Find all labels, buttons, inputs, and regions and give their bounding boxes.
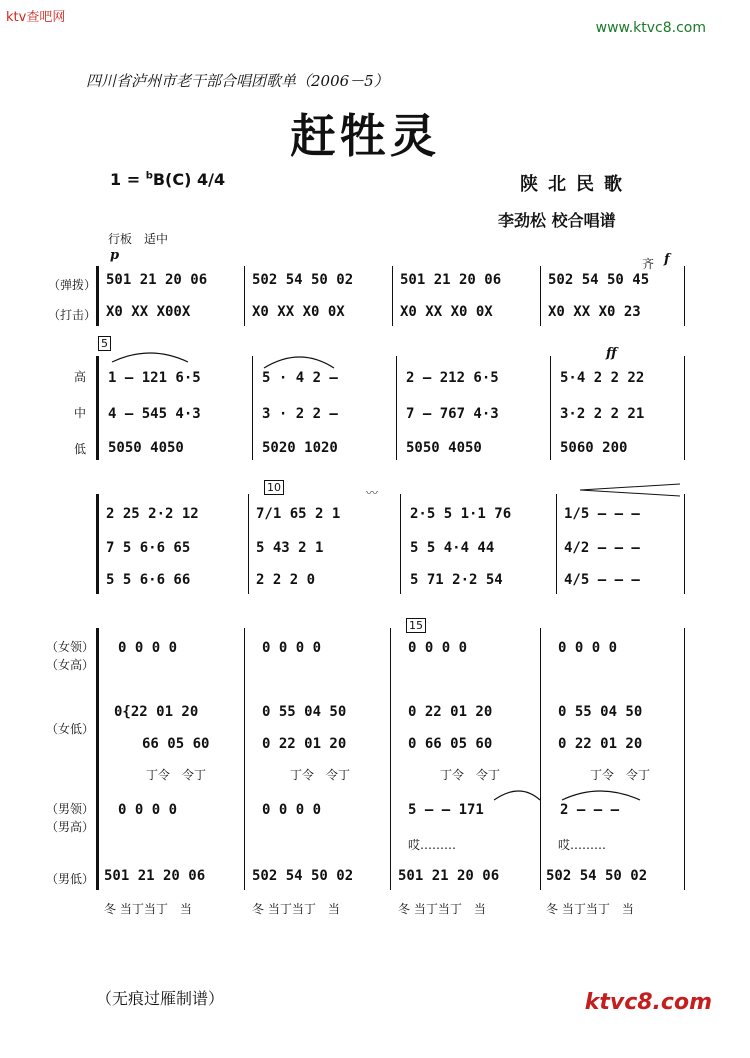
label-gao: 高 xyxy=(74,370,87,384)
zhong-measure-9: 7 5 6·6 65 xyxy=(106,540,191,556)
gao-measure-12: 1/5 — — — xyxy=(564,506,640,522)
nan-top-measure-15: 5 — — 171 xyxy=(408,802,484,818)
nandi-lyric-16: 冬 当丁当丁 当 xyxy=(546,902,634,916)
zhong-measure-11: 5 5 4·4 44 xyxy=(410,540,495,556)
label-nandi: （男低） xyxy=(46,872,95,886)
watermark-right[interactable]: www.ktvc8.com xyxy=(595,20,706,36)
key-prefix: 1 = xyxy=(110,170,146,189)
barline xyxy=(684,494,685,594)
di-measure-2: 5020 1020 xyxy=(262,440,338,456)
daji-measure-1: X0 XX X00X xyxy=(106,304,191,320)
tanbo-measure-4: 502 54 50 45 xyxy=(548,272,650,288)
di-measure-3: 5050 4050 xyxy=(406,440,482,456)
label-nvling: （女领） xyxy=(46,640,95,654)
zhong-measure-10: 5 43 2 1 xyxy=(256,540,324,556)
dynamic-ff: ff xyxy=(606,346,617,361)
mordent-mark: 〰 xyxy=(366,486,379,500)
nvdi-b-measure-16: 0 22 01 20 xyxy=(558,736,643,752)
gao-measure-4: 5·4 2 2 22 xyxy=(560,370,645,386)
daji-measure-2: X0 XX X0 0X xyxy=(252,304,345,320)
nvdi-lyric-15: 丁令 令丁 xyxy=(440,768,501,782)
nvdi-b-measure-13: 66 05 60 xyxy=(142,736,210,752)
genre: 陕北民歌 xyxy=(520,174,632,195)
nvdi-lyric-14: 丁令 令丁 xyxy=(290,768,351,782)
barline xyxy=(400,494,401,594)
tanbo-measure-2: 502 54 50 02 xyxy=(252,272,354,288)
barline xyxy=(684,628,685,890)
nan-lyric-15: 哎……… xyxy=(408,838,457,852)
barline xyxy=(556,494,557,594)
gao-measure-11: 2·5 5 1·1 76 xyxy=(410,506,512,522)
label-nangao: （男高） xyxy=(46,820,95,834)
nv-top-measure-13: 0 0 0 0 xyxy=(118,640,178,656)
zhong-measure-4: 3·2 2 2 21 xyxy=(560,406,645,422)
zhong-measure-2: 3 · 2 2 — xyxy=(262,406,338,422)
nandi-lyric-13: 冬 当丁当丁 当 xyxy=(104,902,192,916)
nv-top-measure-16: 0 0 0 0 xyxy=(558,640,618,656)
zhong-measure-12: 4/2 — — — xyxy=(564,540,640,556)
nandi-measure-15: 501 21 20 06 xyxy=(398,868,500,884)
slur xyxy=(264,357,334,368)
nandi-measure-16: 502 54 50 02 xyxy=(546,868,648,884)
key-flat: b xyxy=(145,170,153,182)
nan-top-measure-16: 2 — — — xyxy=(560,802,620,818)
system3-bracket xyxy=(96,494,99,594)
di-measure-12: 4/5 — — — xyxy=(564,572,640,588)
label-tanbo: （弹拨） xyxy=(48,278,97,292)
daji-measure-3: X0 XX X0 0X xyxy=(400,304,493,320)
barline xyxy=(244,628,245,890)
site-logo[interactable]: ktvc8.com xyxy=(584,990,712,1015)
crescendo-hairpin xyxy=(580,484,680,496)
nvdi-lyric-13: 丁令 令丁 xyxy=(146,768,207,782)
daji-measure-4: X0 XX X0 23 xyxy=(548,304,641,320)
di-measure-9: 5 5 6·6 66 xyxy=(106,572,191,588)
di-measure-4: 5060 200 xyxy=(560,440,628,456)
nan-lyric-16: 哎……… xyxy=(558,838,607,852)
system4-bracket xyxy=(96,628,99,890)
slur xyxy=(562,791,640,800)
nandi-lyric-14: 冬 当丁当丁 当 xyxy=(252,902,340,916)
nvdi-a-measure-15: 0 22 01 20 xyxy=(408,704,493,720)
measure-number-5: 5 xyxy=(98,336,111,351)
di-measure-10: 2 2 2 0 xyxy=(256,572,316,588)
slur xyxy=(112,353,188,362)
barline xyxy=(390,628,391,890)
di-measure-11: 5 71 2·2 54 xyxy=(410,572,503,588)
nvdi-b-measure-14: 0 22 01 20 xyxy=(262,736,347,752)
arranger: 李劲松 校合唱谱 xyxy=(498,211,616,230)
nan-top-measure-14: 0 0 0 0 xyxy=(262,802,322,818)
nandi-lyric-15: 冬 当丁当丁 当 xyxy=(398,902,486,916)
gao-measure-2: 5 · 4 2 — xyxy=(262,370,338,386)
barline xyxy=(248,494,249,594)
slur xyxy=(494,791,540,800)
label-di: 低 xyxy=(74,442,87,456)
label-zhong: 中 xyxy=(74,406,87,420)
gao-measure-9: 2 25 2·2 12 xyxy=(106,506,199,522)
footer-credit: （无痕过雁制谱） xyxy=(96,989,225,1008)
di-measure-1: 5050 4050 xyxy=(108,440,184,456)
tanbo-measure-3: 501 21 20 06 xyxy=(400,272,502,288)
nan-top-measure-13: 0 0 0 0 xyxy=(118,802,178,818)
dynamic-p: p xyxy=(110,248,120,263)
nandi-measure-14: 502 54 50 02 xyxy=(252,868,354,884)
nvdi-a-measure-16: 0 55 04 50 xyxy=(558,704,643,720)
songbook-subtitle: 四川省泸州市老干部合唱团歌单（2006－5） xyxy=(86,72,389,90)
gao-measure-10: 7/1 65 2 1 xyxy=(256,506,341,522)
song-title: 赶牲灵 xyxy=(290,109,440,163)
label-nanling: （男领） xyxy=(46,802,95,816)
watermark-left: ktv查吧网 xyxy=(6,10,66,25)
nv-top-measure-15: 0 0 0 0 xyxy=(408,640,468,656)
nvdi-b-measure-15: 0 66 05 60 xyxy=(408,736,493,752)
nvdi-a-measure-13: 0{22 01 20 xyxy=(114,704,199,720)
label-nvgao: （女高） xyxy=(46,658,95,672)
nv-top-measure-14: 0 0 0 0 xyxy=(262,640,322,656)
label-daji: （打击） xyxy=(48,308,97,322)
tanbo-measure-1: 501 21 20 06 xyxy=(106,272,208,288)
nvdi-lyric-16: 丁令 令丁 xyxy=(590,768,651,782)
zhong-measure-3: 7 — 767 4·3 xyxy=(406,406,499,422)
gao-measure-3: 2 — 212 6·5 xyxy=(406,370,499,386)
gao-measure-1: 1 — 121 6·5 xyxy=(108,370,201,386)
unison-mark: 齐 xyxy=(642,257,655,271)
measure-number-10: 10 xyxy=(264,480,284,495)
zhong-measure-1: 4 — 545 4·3 xyxy=(108,406,201,422)
nvdi-a-measure-14: 0 55 04 50 xyxy=(262,704,347,720)
key-main: B(C) 4/4 xyxy=(152,170,226,189)
nandi-measure-13: 501 21 20 06 xyxy=(104,868,206,884)
measure-number-15: 15 xyxy=(406,618,426,633)
label-nvdi: （女低） xyxy=(46,722,95,736)
barline xyxy=(540,628,541,890)
dynamic-f: f xyxy=(664,252,670,267)
tempo-marking: 行板 适中 xyxy=(108,232,169,246)
